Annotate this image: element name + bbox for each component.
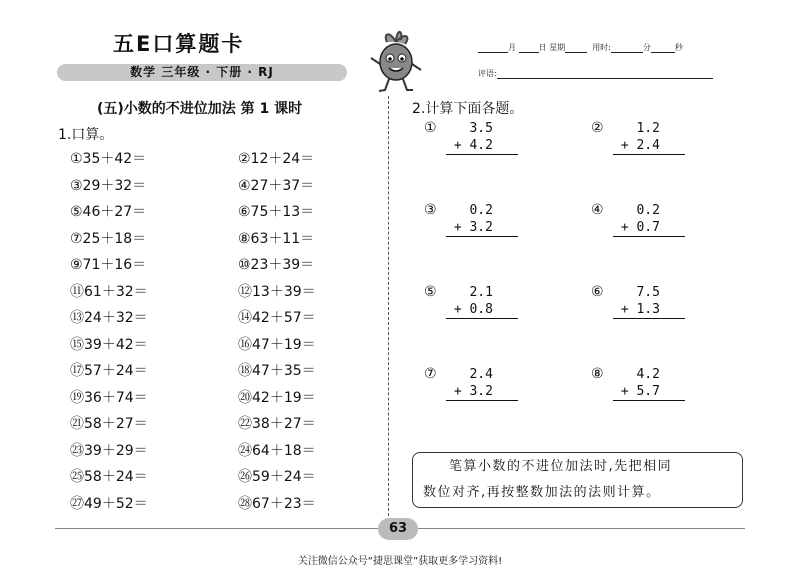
problem-number: ② [591,120,604,136]
top-operand [446,202,518,219]
page-number: 63 [378,518,418,540]
vertical-problem [424,202,518,237]
problem-number: ④ [591,202,604,218]
bottom-operand: + 3.2 [446,383,518,401]
vertical-problem [591,366,685,401]
top-value: 4.2 [636,367,660,382]
vertical-problem [424,120,518,155]
weekday-label: 星期 [549,43,566,52]
bottom-operand: + 0.7 [613,219,685,237]
mental-math-item: ③29＋32＝ [70,177,147,194]
column-divider [388,96,389,516]
bottom-value: 2.4 [636,138,660,153]
mental-math-item: ⑥75＋13＝ [238,204,315,220]
mental-math-item: ⑬24＋32＝ [70,310,148,326]
vertical-problem [424,366,518,401]
top-operand [613,366,685,383]
problem-number: ⑤ [424,284,437,300]
footer-note: 关注微信公众号“捷思课堂”获取更多学习资料! [297,556,503,567]
mental-math-item: ㉔64＋18＝ [238,442,316,459]
top-value: 2.1 [469,285,493,300]
top-operand [613,202,685,219]
bottom-value: 0.8 [469,302,493,317]
mental-math-item: ②12＋24＝ [238,151,315,167]
minute-label: 分 [642,43,651,52]
day-label: 日 [538,43,547,52]
mental-math-item: ⑮39＋42＝ [70,336,148,353]
section1-title: 1.口算。 [58,127,114,143]
top-operand [446,120,518,137]
mental-math-item: ⑭42＋57＝ [238,310,316,326]
column-addition [613,284,685,319]
column-addition [446,202,518,237]
top-operand [613,284,685,301]
mental-math-item: ⑯47＋19＝ [238,336,316,353]
lesson-title: (五)小数的不进位加法 第 1 课时 [97,101,303,117]
top-value: 1.2 [636,121,660,136]
mental-math-item: ⑤46＋27＝ [70,204,147,220]
mental-math-item: ④27＋37＝ [238,177,315,194]
section2-title: 2.计算下面各题。 [412,101,524,117]
top-value: 0.2 [469,203,493,218]
bottom-operand: + 0.8 [446,301,518,319]
mental-math-item: ⑧63＋11＝ [238,230,315,247]
bottom-value: 1.3 [636,302,660,317]
mental-math-item: ㉗49＋52＝ [70,495,148,512]
top-operand [446,366,518,383]
top-operand [446,284,518,301]
mental-math-item: ⑫13＋39＝ [238,283,316,300]
top-value: 3.5 [469,121,493,136]
vertical-problem [591,202,685,237]
second-label: 秒 [674,43,683,52]
bottom-operand: + 5.7 [613,383,685,401]
column-addition [613,120,685,155]
vertical-problem [591,284,685,319]
mental-math-item: ⑩23＋39＝ [238,257,315,273]
mental-math-item: ㉒38＋27＝ [238,416,316,432]
comment-blank[interactable] [497,69,713,79]
mental-math-item: ㉕58＋24＝ [70,469,148,485]
time-label: 用时: [592,43,611,52]
weekday-blank[interactable] [565,43,587,53]
bottom-value: 3.2 [469,220,493,235]
top-value: 7.5 [636,285,660,300]
bottom-value: 0.7 [636,220,660,235]
comment-line [478,68,713,79]
tip-line-1: 笔算小数的不进位加法时,先把相同 [449,459,673,474]
top-value: 2.4 [469,367,493,382]
month-label: 月 [508,43,516,52]
mental-math-item: ⑰57＋24＝ [70,363,148,379]
mental-math-item: ⑦25＋18＝ [70,230,147,247]
problem-number: ③ [424,202,437,218]
mental-math-item: ⑱47＋35＝ [238,363,316,379]
tip-box [412,452,743,508]
brand-title: 五E口算题卡 [113,32,245,56]
bottom-operand: + 2.4 [613,137,685,155]
second-blank[interactable] [651,43,675,53]
vertical-problem [591,120,685,155]
mental-math-item: ㉖59＋24＝ [238,469,316,485]
bottom-value: 3.2 [469,384,493,399]
bottom-operand: + 3.2 [446,219,518,237]
mental-math-item: ㉘67＋23＝ [238,495,316,512]
top-operand [613,120,685,137]
mental-math-item: ⑲36＋74＝ [70,389,148,406]
top-value: 0.2 [636,203,660,218]
column-addition [446,284,518,319]
column-addition [613,366,685,401]
minute-blank[interactable] [611,43,643,53]
column-addition [613,202,685,237]
bottom-value: 5.7 [636,384,660,399]
comment-label: 评语: [478,69,497,78]
date-line [478,42,683,53]
column-addition [446,120,518,155]
mental-math-item: ①35＋42＝ [70,151,147,167]
bottom-value: 4.2 [469,138,493,153]
mental-math-item: ㉑58＋27＝ [70,416,148,432]
day-blank[interactable] [519,43,539,53]
problem-number: ① [424,120,437,136]
problem-number: ⑥ [591,284,604,300]
month-blank[interactable] [478,43,508,53]
mental-math-item: ⑨71＋16＝ [70,257,147,273]
tip-line-2: 数位对齐,再按整数加法的法则计算。 [423,485,661,500]
bottom-operand: + 4.2 [446,137,518,155]
bottom-operand: + 1.3 [613,301,685,319]
mental-math-item: ⑪61＋32＝ [70,283,148,300]
vertical-problem [424,284,518,319]
mental-math-item: ㉓39＋29＝ [70,442,148,459]
mascot-icon [365,28,427,94]
column-addition [446,366,518,401]
problem-number: ⑦ [424,366,437,382]
problem-number: ⑧ [591,366,604,382]
mental-math-item: ⑳42＋19＝ [238,389,316,406]
subject-bar: 数学 三年级 · 下册 · RJ [57,64,347,81]
